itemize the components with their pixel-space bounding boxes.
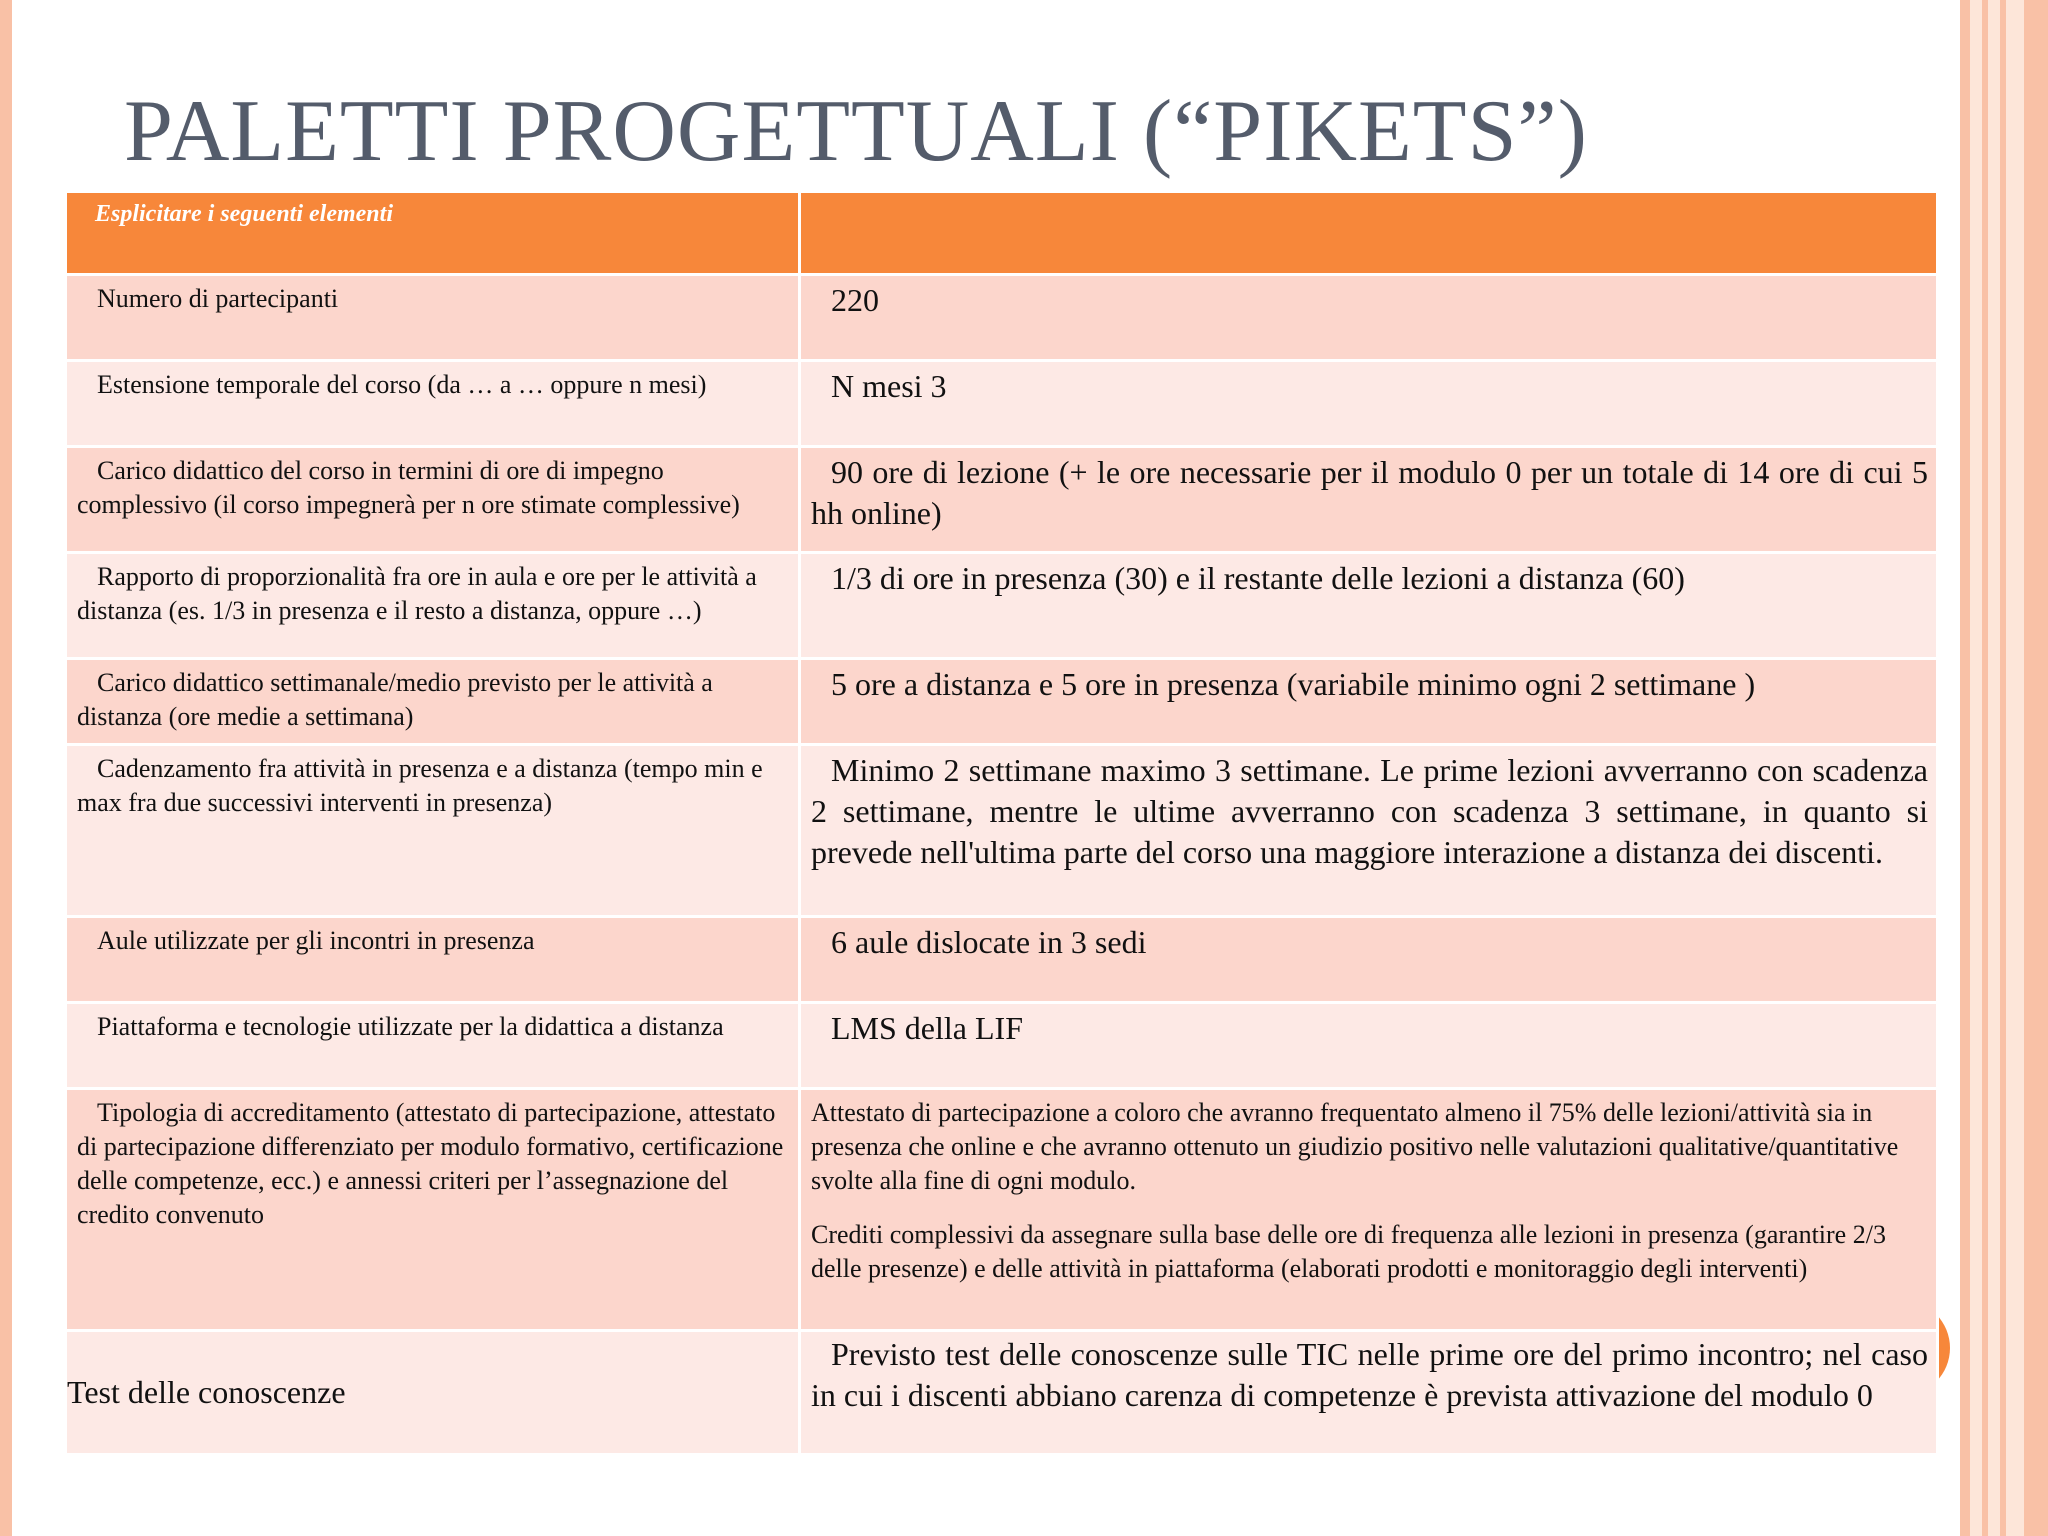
- row-label: Test delle conoscenze: [66, 1331, 800, 1455]
- row-value: 90 ore di lezione (+ le ore necessarie per il modulo 0 per un totale di 14 ore di cui 5 hh online): [811, 454, 1928, 531]
- table-row: [66, 1003, 1938, 1089]
- table-row: [66, 1089, 1938, 1331]
- row-label: Tipologia di accreditamento (attestato di partecipazione, attestato di partecipazione differenziato per modulo formativo, certificazione delle competenze, ecc.) e annessi criteri per l’assegnazione del credito convenuto: [77, 1098, 784, 1229]
- row-value: Minimo 2 settimane maximo 3 settimane. Le prime lezioni avverranno con scadenza 2 settimane, mentre le ultime avverranno con scadenza 3 settimane, in quanto si prevede nell'ultima parte del corso una maggiore interazione a distanza dei discenti.: [811, 752, 1928, 870]
- header-cell-values: [800, 192, 1938, 275]
- table-row: [66, 553, 1938, 659]
- row-value: [801, 1090, 1936, 1292]
- row-label: Carico didattico settimanale/medio previsto per le attività a distanza (ore medie a settimana): [77, 668, 713, 731]
- row-value: 5 ore a distanza e 5 ore in presenza (variabile minimo ogni 2 settimane ): [831, 666, 1756, 702]
- row-value: N mesi 3: [831, 368, 947, 404]
- row-label: Aule utilizzate per gli incontri in presenza: [97, 926, 535, 955]
- table-row: [66, 1331, 1938, 1455]
- header-cell-elements: [66, 192, 800, 275]
- row-label: Rapporto di proporzionalità fra ore in aula e ore per le attività a distanza (es. 1/3 in presenza e il resto a distanza, oppure …): [77, 562, 757, 625]
- right-decorative-frame: [1960, 0, 1970, 1536]
- row-value: LMS della LIF: [831, 1010, 1023, 1046]
- table-row: [66, 275, 1938, 361]
- right-decorative-frame: [2006, 0, 2024, 1536]
- header-label: Esplicitare i seguenti elementi: [95, 201, 393, 227]
- left-decorative-stripe: [0, 0, 12, 1536]
- row-label: Piattaforma e tecnologie utilizzate per la didattica a distanza: [97, 1012, 724, 1041]
- row-value-paragraph: Crediti complessivi da assegnare sulla base delle ore di frequenza alle lezioni in presenza (garantire 2/3 delle presenze) e delle attività in piattaforma (elaborati prodotti e monitoraggio degli interventi): [811, 1220, 1886, 1283]
- table-row: [66, 447, 1938, 553]
- table-row: [66, 745, 1938, 917]
- table-row: [66, 917, 1938, 1003]
- table-row: [66, 361, 1938, 447]
- right-decorative-frame: [1970, 0, 1982, 1536]
- row-value-paragraph: Attestato di partecipazione a coloro che avranno frequentato almeno il 75% delle lezioni/attività sia in presenza che online e che avranno ottenuto un giudizio positivo nelle valutazioni qualitative/quantitative svolte alla fine di ogni modulo.: [811, 1098, 1899, 1195]
- row-label: Estensione temporale del corso (da … a … oppure n mesi): [97, 370, 707, 399]
- table-row: [66, 659, 1938, 745]
- pikets-table: [64, 190, 1939, 1456]
- table-header-row: [66, 192, 1938, 275]
- slide-title: PALETTI PROGETTUALI (“PIKETS”): [124, 83, 1588, 180]
- right-decorative-frame: [1988, 0, 2000, 1536]
- right-decorative-frame: [2024, 0, 2048, 1536]
- row-label: Numero di partecipanti: [97, 284, 339, 313]
- row-value: 6 aule dislocate in 3 sedi: [831, 924, 1147, 960]
- row-value: Previsto test delle conoscenze sulle TIC nelle prime ore del primo incontro; nel caso in cui i discenti abbiano carenza di competenze è prevista attivazione del modulo 0: [811, 1336, 1928, 1413]
- row-label: Carico didattico del corso in termini di ore di impegno complessivo (il corso impegnerà per n ore stimate complessive): [77, 456, 740, 519]
- row-label: Cadenzamento fra attività in presenza e a distanza (tempo min e max fra due successivi interventi in presenza): [77, 754, 763, 817]
- row-value: 220: [831, 282, 879, 318]
- row-value: 1/3 di ore in presenza (30) e il restante delle lezioni a distanza (60): [831, 560, 1685, 596]
